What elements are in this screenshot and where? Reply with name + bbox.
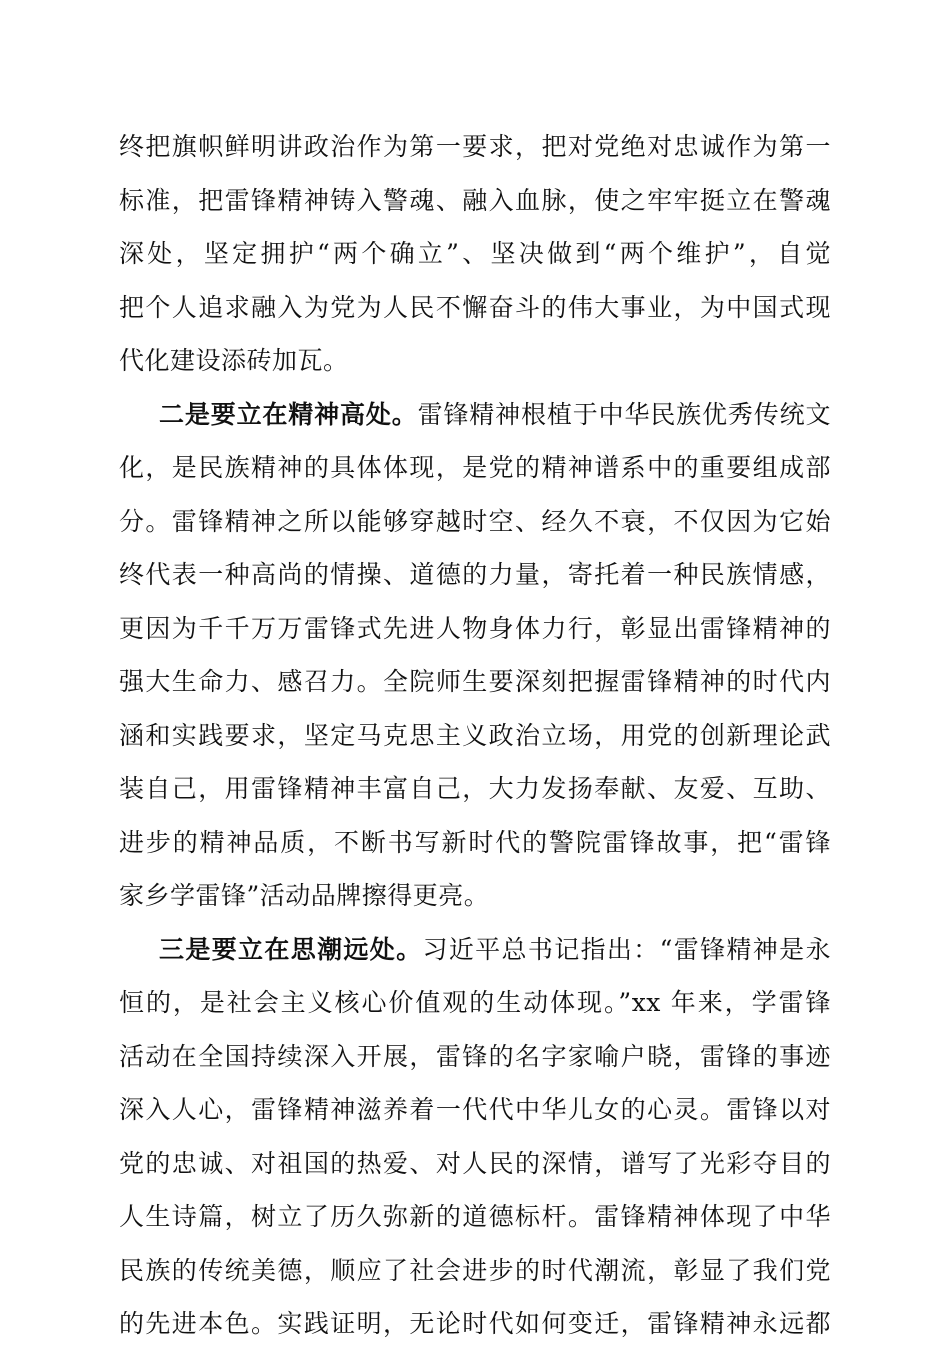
text-line: 活动在全国持续深入开展，雷锋的名字家喻户晓，雷锋的事迹 xyxy=(119,1041,831,1071)
text-line: 强大生命力、感召力。全院师生要深刻把握雷锋精神的时代内 xyxy=(119,667,831,696)
text-line: 装自己，用雷锋精神丰富自己，大力发扬奉献、友爱、互助、 xyxy=(119,774,831,803)
paragraph-3 xyxy=(119,923,831,1351)
text-line: 人生诗篇，树立了历久弥新的道德标杆。雷锋精神体现了中华 xyxy=(119,1202,831,1231)
text-line xyxy=(119,923,831,977)
text-line: 终代表一种高尚的情操、道德的力量，寄托着一种民族情感， xyxy=(119,560,831,589)
text-line: 化，是民族精神的具体体现，是党的精神谱系中的重要组成部 xyxy=(119,453,831,482)
text-line: 恒的，是社会主义核心价值观的生动体现。”xx 年来，学雷锋 xyxy=(119,988,831,1017)
paragraph-1 xyxy=(119,120,831,388)
text-line: 深入人心，雷锋精神滋养着一代代中华儿女的心灵。雷锋以对 xyxy=(119,1095,831,1124)
paragraph-lead-heading: 二是要立在精神高处。 xyxy=(159,399,418,429)
text-line: 党的忠诚、对祖国的热爱、对人民的深情，谱写了光彩夺目的 xyxy=(119,1148,831,1178)
text-line: 更因为千千万万雷锋式先进人物身体力行，彰显出雷锋精神的 xyxy=(119,613,831,643)
text-line: 民族的传统美德，顺应了社会进步的时代潮流，彰显了我们党 xyxy=(119,1255,831,1285)
text-line: 标准，把雷锋精神铸入警魂、融入血脉，使之牢牢挺立在警魂 xyxy=(119,185,831,215)
text-line xyxy=(119,388,831,442)
text-line: 深处，坚定拥护“两个确立”、坚决做到“两个维护”，自觉 xyxy=(119,239,831,268)
paragraph-2 xyxy=(119,388,831,923)
text-line: 的先进本色。实践证明，无论时代如何变迁，雷锋精神永远都 xyxy=(119,1309,831,1338)
paragraph-lead-text: 习近平总书记指出：“雷锋精神是永 xyxy=(422,934,831,964)
document-body xyxy=(119,120,831,1351)
text-line: 把个人追求融入为党为人民不懈奋斗的伟大事业，为中国式现 xyxy=(119,292,831,322)
paragraph-lead-heading: 三是要立在思潮远处。 xyxy=(159,934,423,964)
text-line: 终把旗帜鲜明讲政治作为第一要求，把对党绝对忠诚作为第一 xyxy=(119,132,831,161)
paragraph-lead-text: 雷锋精神根植于中华民族优秀传统文 xyxy=(417,399,831,429)
text-line: 代化建设添砖加瓦。 xyxy=(119,346,349,375)
text-line: 家乡学雷锋”活动品牌擦得更亮。 xyxy=(119,881,490,910)
text-line: 进步的精神品质，不断书写新时代的警院雷锋故事，把“雷锋 xyxy=(119,827,831,857)
text-line: 分。雷锋精神之所以能够穿越时空、经久不衰，不仅因为它始 xyxy=(119,506,831,536)
text-line: 涵和实践要求，坚定马克思主义政治立场，用党的创新理论武 xyxy=(119,720,831,750)
